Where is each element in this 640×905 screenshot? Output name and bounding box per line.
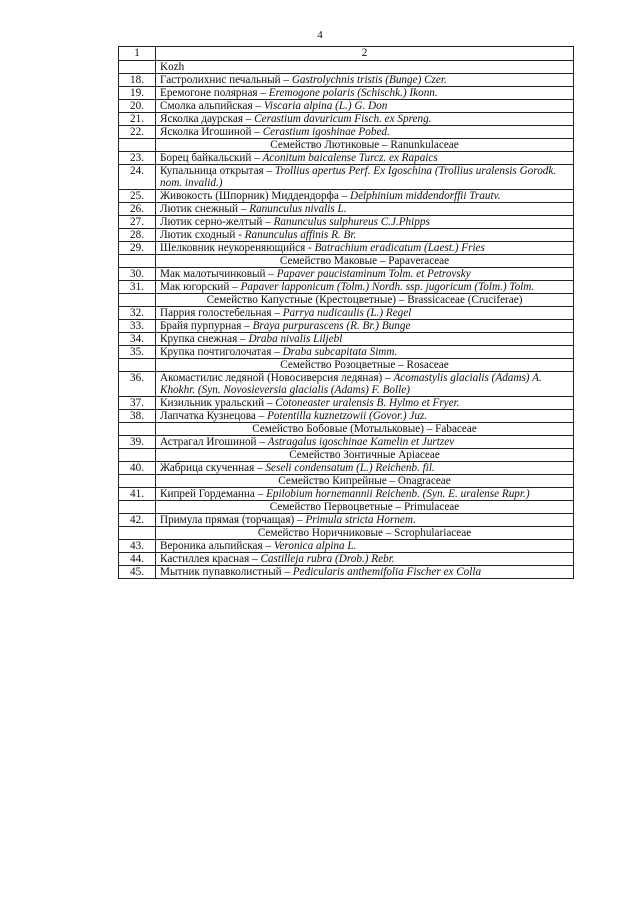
species-name bbox=[156, 100, 574, 113]
species-name bbox=[156, 307, 574, 320]
species-name bbox=[156, 333, 574, 346]
table-row bbox=[119, 488, 574, 501]
species-name bbox=[156, 488, 574, 501]
russian-name: Мак малотычинковый – bbox=[160, 268, 277, 280]
latin-name: Ranunculus affinis R. Br. bbox=[244, 229, 357, 241]
species-name bbox=[156, 436, 574, 449]
row-number: 38. bbox=[119, 410, 156, 423]
family-row bbox=[119, 359, 574, 372]
row-number: 28. bbox=[119, 229, 156, 242]
species-name bbox=[156, 346, 574, 359]
column-1-header: 1 bbox=[119, 47, 156, 61]
table-row bbox=[119, 397, 574, 410]
row-number bbox=[119, 449, 156, 462]
row-number: 30. bbox=[119, 268, 156, 281]
russian-name: Кизильник уральский – bbox=[160, 397, 276, 409]
table-row bbox=[119, 462, 574, 475]
latin-name: Acomastylis glacialis (Adams) A. Khokhr. (Syn. Novosieversia glacialis (Adams) F. Bolle) bbox=[160, 372, 542, 396]
latin-name: Cotoneaster uralensis B. Hylmo et Fryer. bbox=[275, 397, 460, 409]
latin-name: Viscaria alpina (L.) G. Don bbox=[263, 100, 388, 112]
table-row bbox=[119, 346, 574, 359]
latin-name: Parrya nudicaulis (L.) Regel bbox=[282, 307, 412, 319]
russian-name: Мак югорский – bbox=[160, 281, 241, 293]
species-name bbox=[156, 229, 574, 242]
family-row bbox=[119, 475, 574, 488]
table-row bbox=[119, 540, 574, 553]
latin-name: Draba nivalis Liljebl bbox=[248, 333, 343, 345]
russian-name: Кипрей Гордеманна – bbox=[160, 488, 267, 500]
table-row bbox=[119, 229, 574, 242]
column-2-header: 2 bbox=[156, 47, 574, 61]
russian-name: Жабрица скученная – bbox=[160, 462, 266, 474]
row-number bbox=[119, 359, 156, 372]
row-number: 29. bbox=[119, 242, 156, 255]
row-number bbox=[119, 501, 156, 514]
latin-name: Ranunculus sulphureus C.J.Phipps bbox=[273, 216, 430, 228]
table-row bbox=[119, 333, 574, 346]
family-row bbox=[119, 255, 574, 268]
latin-name: Aconitum baicalense Turcz. ex Rapaics bbox=[262, 152, 438, 164]
family-title: Семейство Бобовые (Мотыльковые) – Fabaceae bbox=[252, 423, 477, 435]
species-table bbox=[118, 46, 574, 579]
russian-name: Купальница открытая – bbox=[160, 165, 275, 177]
table-row bbox=[119, 152, 574, 165]
row-number bbox=[119, 294, 156, 307]
row-number: 31. bbox=[119, 281, 156, 294]
table-row bbox=[119, 113, 574, 126]
table-row bbox=[119, 281, 574, 294]
row-number: 21. bbox=[119, 113, 156, 126]
species-name bbox=[156, 203, 574, 216]
species-name bbox=[156, 553, 574, 566]
row-number: 34. bbox=[119, 333, 156, 346]
species-name bbox=[156, 242, 574, 255]
latin-name: Ranunculus nivalis L. bbox=[249, 203, 347, 215]
species-name bbox=[156, 126, 574, 139]
family-title: Семейство Норичниковые – Scrophulariaceae bbox=[257, 527, 472, 539]
table-row bbox=[119, 61, 574, 74]
latin-name: Epilobium hornemannii Reichenb. (Syn. E. uralense Rupr.) bbox=[266, 488, 530, 500]
russian-name: Борец байкальский – bbox=[160, 152, 263, 164]
row-number: 22. bbox=[119, 126, 156, 139]
row-number: 25. bbox=[119, 190, 156, 203]
russian-name: Смолка альпийская – bbox=[160, 100, 264, 112]
species-table-body bbox=[119, 47, 574, 579]
family-title: Семейство Кипрейные – Onagraceae bbox=[278, 475, 451, 487]
family-row bbox=[119, 294, 574, 307]
table-header-row bbox=[119, 47, 574, 61]
family-row bbox=[119, 423, 574, 436]
species-name bbox=[156, 514, 574, 527]
species-name bbox=[156, 372, 574, 397]
species-name bbox=[156, 152, 574, 165]
russian-name: Лютик снежный – bbox=[160, 203, 250, 215]
russian-name: Лютик сходный - bbox=[160, 229, 245, 241]
row-number: 20. bbox=[119, 100, 156, 113]
family-title: Семейство Маковые – Papaveraceae bbox=[279, 255, 450, 267]
species-name bbox=[156, 320, 574, 333]
row-number bbox=[119, 139, 156, 152]
latin-name: Braya purpurascens (R. Br.) Bunge bbox=[252, 320, 411, 332]
russian-name: Кастиллея красная – bbox=[160, 553, 261, 565]
row-number bbox=[119, 255, 156, 268]
row-number bbox=[119, 527, 156, 540]
species-name bbox=[156, 540, 574, 553]
family-name bbox=[156, 359, 574, 372]
russian-name: Акомастилис ледяной (Новосиверсия ледяная) – bbox=[160, 372, 394, 384]
table-row bbox=[119, 566, 574, 579]
russian-name: Ясколка Игошиной – bbox=[160, 126, 263, 138]
family-row bbox=[119, 139, 574, 152]
russian-name: Лапчатка Кузнецова – bbox=[160, 410, 268, 422]
latin-name: Castilleja rubra (Drob.) Rebr. bbox=[260, 553, 395, 565]
row-number: 24. bbox=[119, 165, 156, 190]
row-number: 45. bbox=[119, 566, 156, 579]
latin-name: Papaver lapponicum (Tolm.) Nordh. ssp. jugoricum (Tolm.) Tolm. bbox=[240, 281, 535, 293]
page-number: 4 bbox=[317, 29, 323, 41]
species-name bbox=[156, 61, 574, 74]
table-row bbox=[119, 216, 574, 229]
latin-name: Veronica alpina L. bbox=[273, 540, 357, 552]
russian-name: Брайя пурпурная – bbox=[160, 320, 253, 332]
species-name bbox=[156, 397, 574, 410]
table-row bbox=[119, 514, 574, 527]
russian-name: Астрагал Игошиной – bbox=[160, 436, 268, 448]
russian-name: Мытник пупавколистный – bbox=[160, 566, 293, 578]
table-row bbox=[119, 553, 574, 566]
family-name bbox=[156, 139, 574, 152]
row-number: 42. bbox=[119, 514, 156, 527]
latin-name: Eremogone polaris (Schischk.) Ikonn. bbox=[268, 87, 438, 99]
latin-name: Potentilla kuznetzowii (Govor.) Juz. bbox=[267, 410, 428, 422]
species-name bbox=[156, 74, 574, 87]
family-name bbox=[156, 449, 574, 462]
row-number bbox=[119, 61, 156, 74]
latin-name: Gastrolychnis tristis (Bunge) Czer. bbox=[291, 74, 447, 86]
family-name bbox=[156, 501, 574, 514]
species-name bbox=[156, 165, 574, 190]
table-row bbox=[119, 242, 574, 255]
family-name bbox=[156, 423, 574, 436]
latin-name: Papaver paucistaminum Tolm. et Petrovsky bbox=[276, 268, 471, 280]
latin-name: Cerastium igoshinae Pobed. bbox=[262, 126, 390, 138]
row-number: 35. bbox=[119, 346, 156, 359]
table-row bbox=[119, 307, 574, 320]
russian-name: Гастролихнис печальный – bbox=[160, 74, 292, 86]
species-name bbox=[156, 113, 574, 126]
row-number: 37. bbox=[119, 397, 156, 410]
family-title: Семейство Зонтичные Apiaceae bbox=[289, 449, 440, 461]
row-number: 40. bbox=[119, 462, 156, 475]
latin-name: Delphinium middendorffii Trautv. bbox=[349, 190, 501, 202]
russian-name: Примула прямая (торчащая) – bbox=[160, 514, 306, 526]
family-name bbox=[156, 527, 574, 540]
latin-name: Trollius apertus Perf. Ex Igoschina (Trollius uralensis Gorodk. nom. invalid.) bbox=[160, 165, 557, 189]
species-name bbox=[156, 216, 574, 229]
table-row bbox=[119, 320, 574, 333]
family-title: Семейство Розоцветные – Rosaceae bbox=[280, 359, 449, 371]
row-number bbox=[119, 423, 156, 436]
species-name bbox=[156, 462, 574, 475]
latin-name: Astragalus igoschinae Kamelin et Jurtzev bbox=[267, 436, 455, 448]
species-name bbox=[156, 87, 574, 100]
table-row bbox=[119, 410, 574, 423]
family-title: Семейство Первоцветные – Primulaceae bbox=[269, 501, 460, 513]
family-title: Семейство Капустные (Крестоцветные) – Brassicaceae (Cruciferae) bbox=[206, 294, 523, 306]
russian-name: Крупка снежная – bbox=[160, 333, 249, 345]
russian-name: Вероника альпийская – bbox=[160, 540, 274, 552]
latin-name: Primula stricta Hornem. bbox=[305, 514, 416, 526]
latin-name: Seseli condensatum (L.) Reichenb. fil. bbox=[265, 462, 435, 474]
row-number: 27. bbox=[119, 216, 156, 229]
species-name bbox=[156, 268, 574, 281]
family-name bbox=[156, 475, 574, 488]
species-name bbox=[156, 410, 574, 423]
row-number: 19. bbox=[119, 87, 156, 100]
russian-name: Kozh bbox=[160, 61, 185, 73]
russian-name: Крупка почтиголочатая – bbox=[160, 346, 283, 358]
table-row bbox=[119, 87, 574, 100]
table-row bbox=[119, 126, 574, 139]
family-row bbox=[119, 501, 574, 514]
row-number: 26. bbox=[119, 203, 156, 216]
russian-name: Паррия голостебельная – bbox=[160, 307, 283, 319]
row-number: 39. bbox=[119, 436, 156, 449]
latin-name: Cerastium davuricum Fisch. ex Spreng. bbox=[254, 113, 432, 125]
table-row bbox=[119, 372, 574, 397]
latin-name: Draba subcapitata Simm. bbox=[282, 346, 398, 358]
row-number bbox=[119, 475, 156, 488]
species-name bbox=[156, 190, 574, 203]
family-row bbox=[119, 527, 574, 540]
row-number: 32. bbox=[119, 307, 156, 320]
row-number: 18. bbox=[119, 74, 156, 87]
row-number: 41. bbox=[119, 488, 156, 501]
row-number: 33. bbox=[119, 320, 156, 333]
row-number: 43. bbox=[119, 540, 156, 553]
row-number: 44. bbox=[119, 553, 156, 566]
russian-name: Лютик серно-желтый – bbox=[160, 216, 274, 228]
row-number: 23. bbox=[119, 152, 156, 165]
latin-name: Pedicularis anthemifolia Fischer ex Colla bbox=[292, 566, 482, 578]
table-row bbox=[119, 74, 574, 87]
russian-name: Живокость (Шпорник) Миддендорфа – bbox=[160, 190, 350, 202]
species-name bbox=[156, 281, 574, 294]
table-row bbox=[119, 190, 574, 203]
family-name bbox=[156, 294, 574, 307]
row-number: 36. bbox=[119, 372, 156, 397]
family-title: Семейство Лютиковые – Ranunkulaceae bbox=[270, 139, 459, 151]
table-row bbox=[119, 268, 574, 281]
table-row bbox=[119, 203, 574, 216]
russian-name: Шелковник неукореняющийся - bbox=[160, 242, 315, 254]
family-name bbox=[156, 255, 574, 268]
russian-name: Еремогоне полярная – bbox=[160, 87, 269, 99]
table-row bbox=[119, 100, 574, 113]
table-row bbox=[119, 436, 574, 449]
family-row bbox=[119, 449, 574, 462]
table-row bbox=[119, 165, 574, 190]
russian-name: Ясколка даурская – bbox=[160, 113, 255, 125]
latin-name: Batrachium eradicatum (Laest.) Fries bbox=[314, 242, 485, 254]
species-name bbox=[156, 566, 574, 579]
